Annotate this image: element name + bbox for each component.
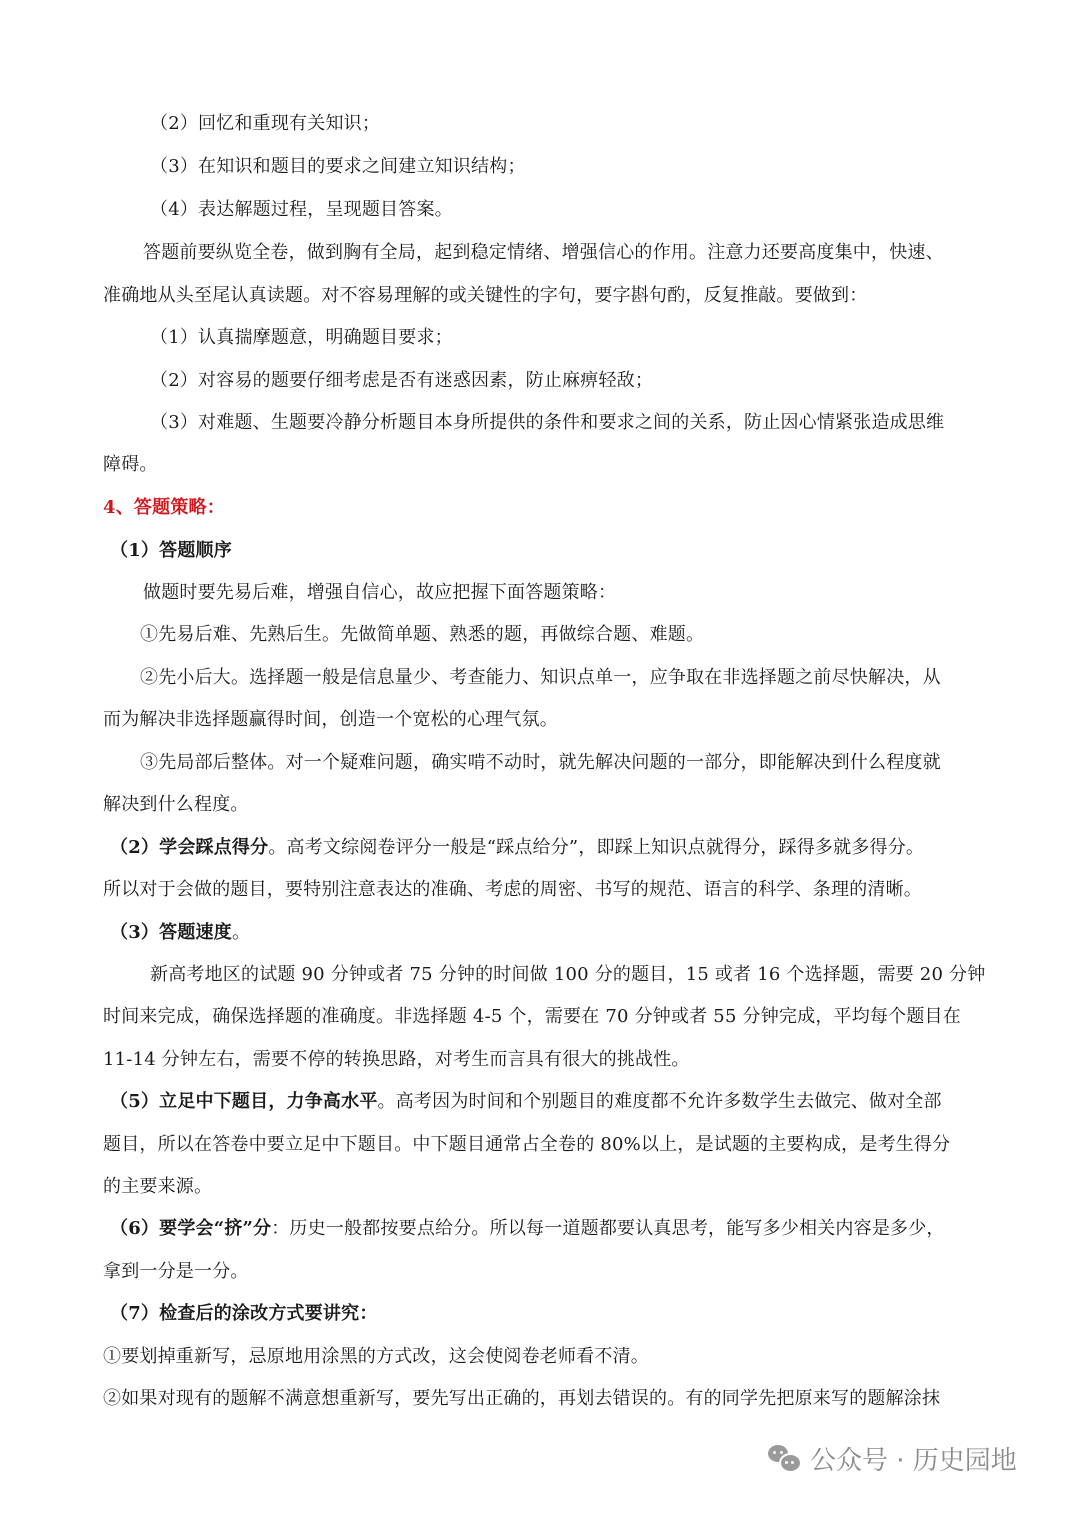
- text-line: 障碍。: [103, 454, 158, 475]
- text-line: （2）学会踩点得分。高考文综阅卷评分一般是“踩点给分”，即踩上知识点就得分，踩得多就多得分。: [110, 837, 925, 858]
- text-line: ①先易后难、先熟后生。先做简单题、熟悉的题，再做综合题、难题。: [140, 624, 705, 645]
- section-heading: 4、答题策略：: [103, 497, 225, 518]
- text-line: （1）认真揣摩题意，明确题目要求；: [150, 327, 453, 348]
- inline-heading: （2）学会踩点得分: [110, 837, 269, 858]
- text-line: 答题前要纵览全卷，做到胸有全局，起到稳定情绪、增强信心的作用。注意力还要高度集中，快速、: [143, 242, 944, 263]
- watermark: [768, 1438, 1017, 1478]
- text-line: 准确地从头至尾认真读题。对不容易理解的或关键性的字句，要字斟句酌，反复推敲。要做到：: [103, 285, 868, 306]
- inline-heading: （6）要学会“挤”分: [110, 1218, 272, 1239]
- text-line: （4）表达解题过程，呈现题目答案。: [150, 199, 453, 220]
- text-line: （2）回忆和重现有关知识；: [150, 113, 381, 134]
- text-line: 11-14 分钟左右，需要不停的转换思路，对考生而言具有很大的挑战性。: [103, 1049, 690, 1070]
- watermark-text: 公众号 · 历史园地: [810, 1445, 1017, 1476]
- text-line: 时间来完成，确保选择题的准确度。非选择题 4-5 个，需要在 70 分钟或者 55 分钟完成，平均每个题目在: [103, 1006, 961, 1027]
- text-line: ①要划掉重新写，忌原地用涂黑的方式改，这会使阅卷老师看不清。: [103, 1346, 649, 1367]
- text-line: 题目，所以在答卷中要立足中下题目。中下题目通常占全卷的 80%以上，是试题的主要构成，是考生得分: [103, 1134, 951, 1155]
- wechat-icon: [768, 1442, 800, 1474]
- text-line: 的主要来源。: [103, 1176, 213, 1197]
- text-line: 新高考地区的试题 90 分钟或者 75 分钟的时间做 100 分的题目，15 或者 16 个选择题，需要 20 分钟: [150, 964, 986, 985]
- text-line: （3）对难题、生题要冷静分析题目本身所提供的条件和要求之间的关系，防止因心情紧张造成思维: [150, 412, 945, 433]
- inline-heading: （3）答题速度: [110, 922, 232, 943]
- subsection-heading: （7）检查后的涂改方式要讲究：: [110, 1303, 378, 1324]
- text-line: 所以对于会做的题目，要特别注意表达的准确、考虑的周密、书写的规范、语言的科学、条理的清晰。: [103, 879, 922, 900]
- text-line: ②如果对现有的题解不满意想重新写，要先写出正确的，再划去错误的。有的同学先把原来写的题解涂抹: [103, 1388, 941, 1409]
- text-line: ③先局部后整体。对一个疑难问题，确实啃不动时，就先解决问题的一部分，即能解决到什么程度就: [140, 752, 941, 773]
- text-line: （3）答题速度。: [110, 922, 251, 943]
- text-line: （3）在知识和题目的要求之间建立知识结构；: [150, 156, 526, 177]
- text-line: （5）立足中下题目，力争高水平。高考因为时间和个别题目的难度都不允许多数学生去做完、做对全部: [110, 1091, 942, 1112]
- text-line: （2）对容易的题要仔细考虑是否有迷惑因素，防止麻痹轻敌；: [150, 370, 654, 391]
- inline-heading: （5）立足中下题目，力争高水平: [110, 1091, 378, 1112]
- subsection-heading: （1）答题顺序: [110, 540, 232, 561]
- text-line: 解决到什么程度。: [103, 794, 249, 815]
- text-line: （6）要学会“挤”分：历史一般都按要点给分。所以每一道题都要认真思考，能写多少相关内容是多少，: [110, 1218, 945, 1239]
- text-line: ②先小后大。选择题一般是信息量少、考查能力、知识点单一，应争取在非选择题之前尽快解决，从: [140, 667, 941, 688]
- text-line: 做题时要先易后难，增强自信心，故应把握下面答题策略：: [143, 582, 617, 603]
- text-line: 而为解决非选择题赢得时间，创造一个宽松的心理气氛。: [103, 709, 558, 730]
- text-line: 拿到一分是一分。: [103, 1261, 249, 1282]
